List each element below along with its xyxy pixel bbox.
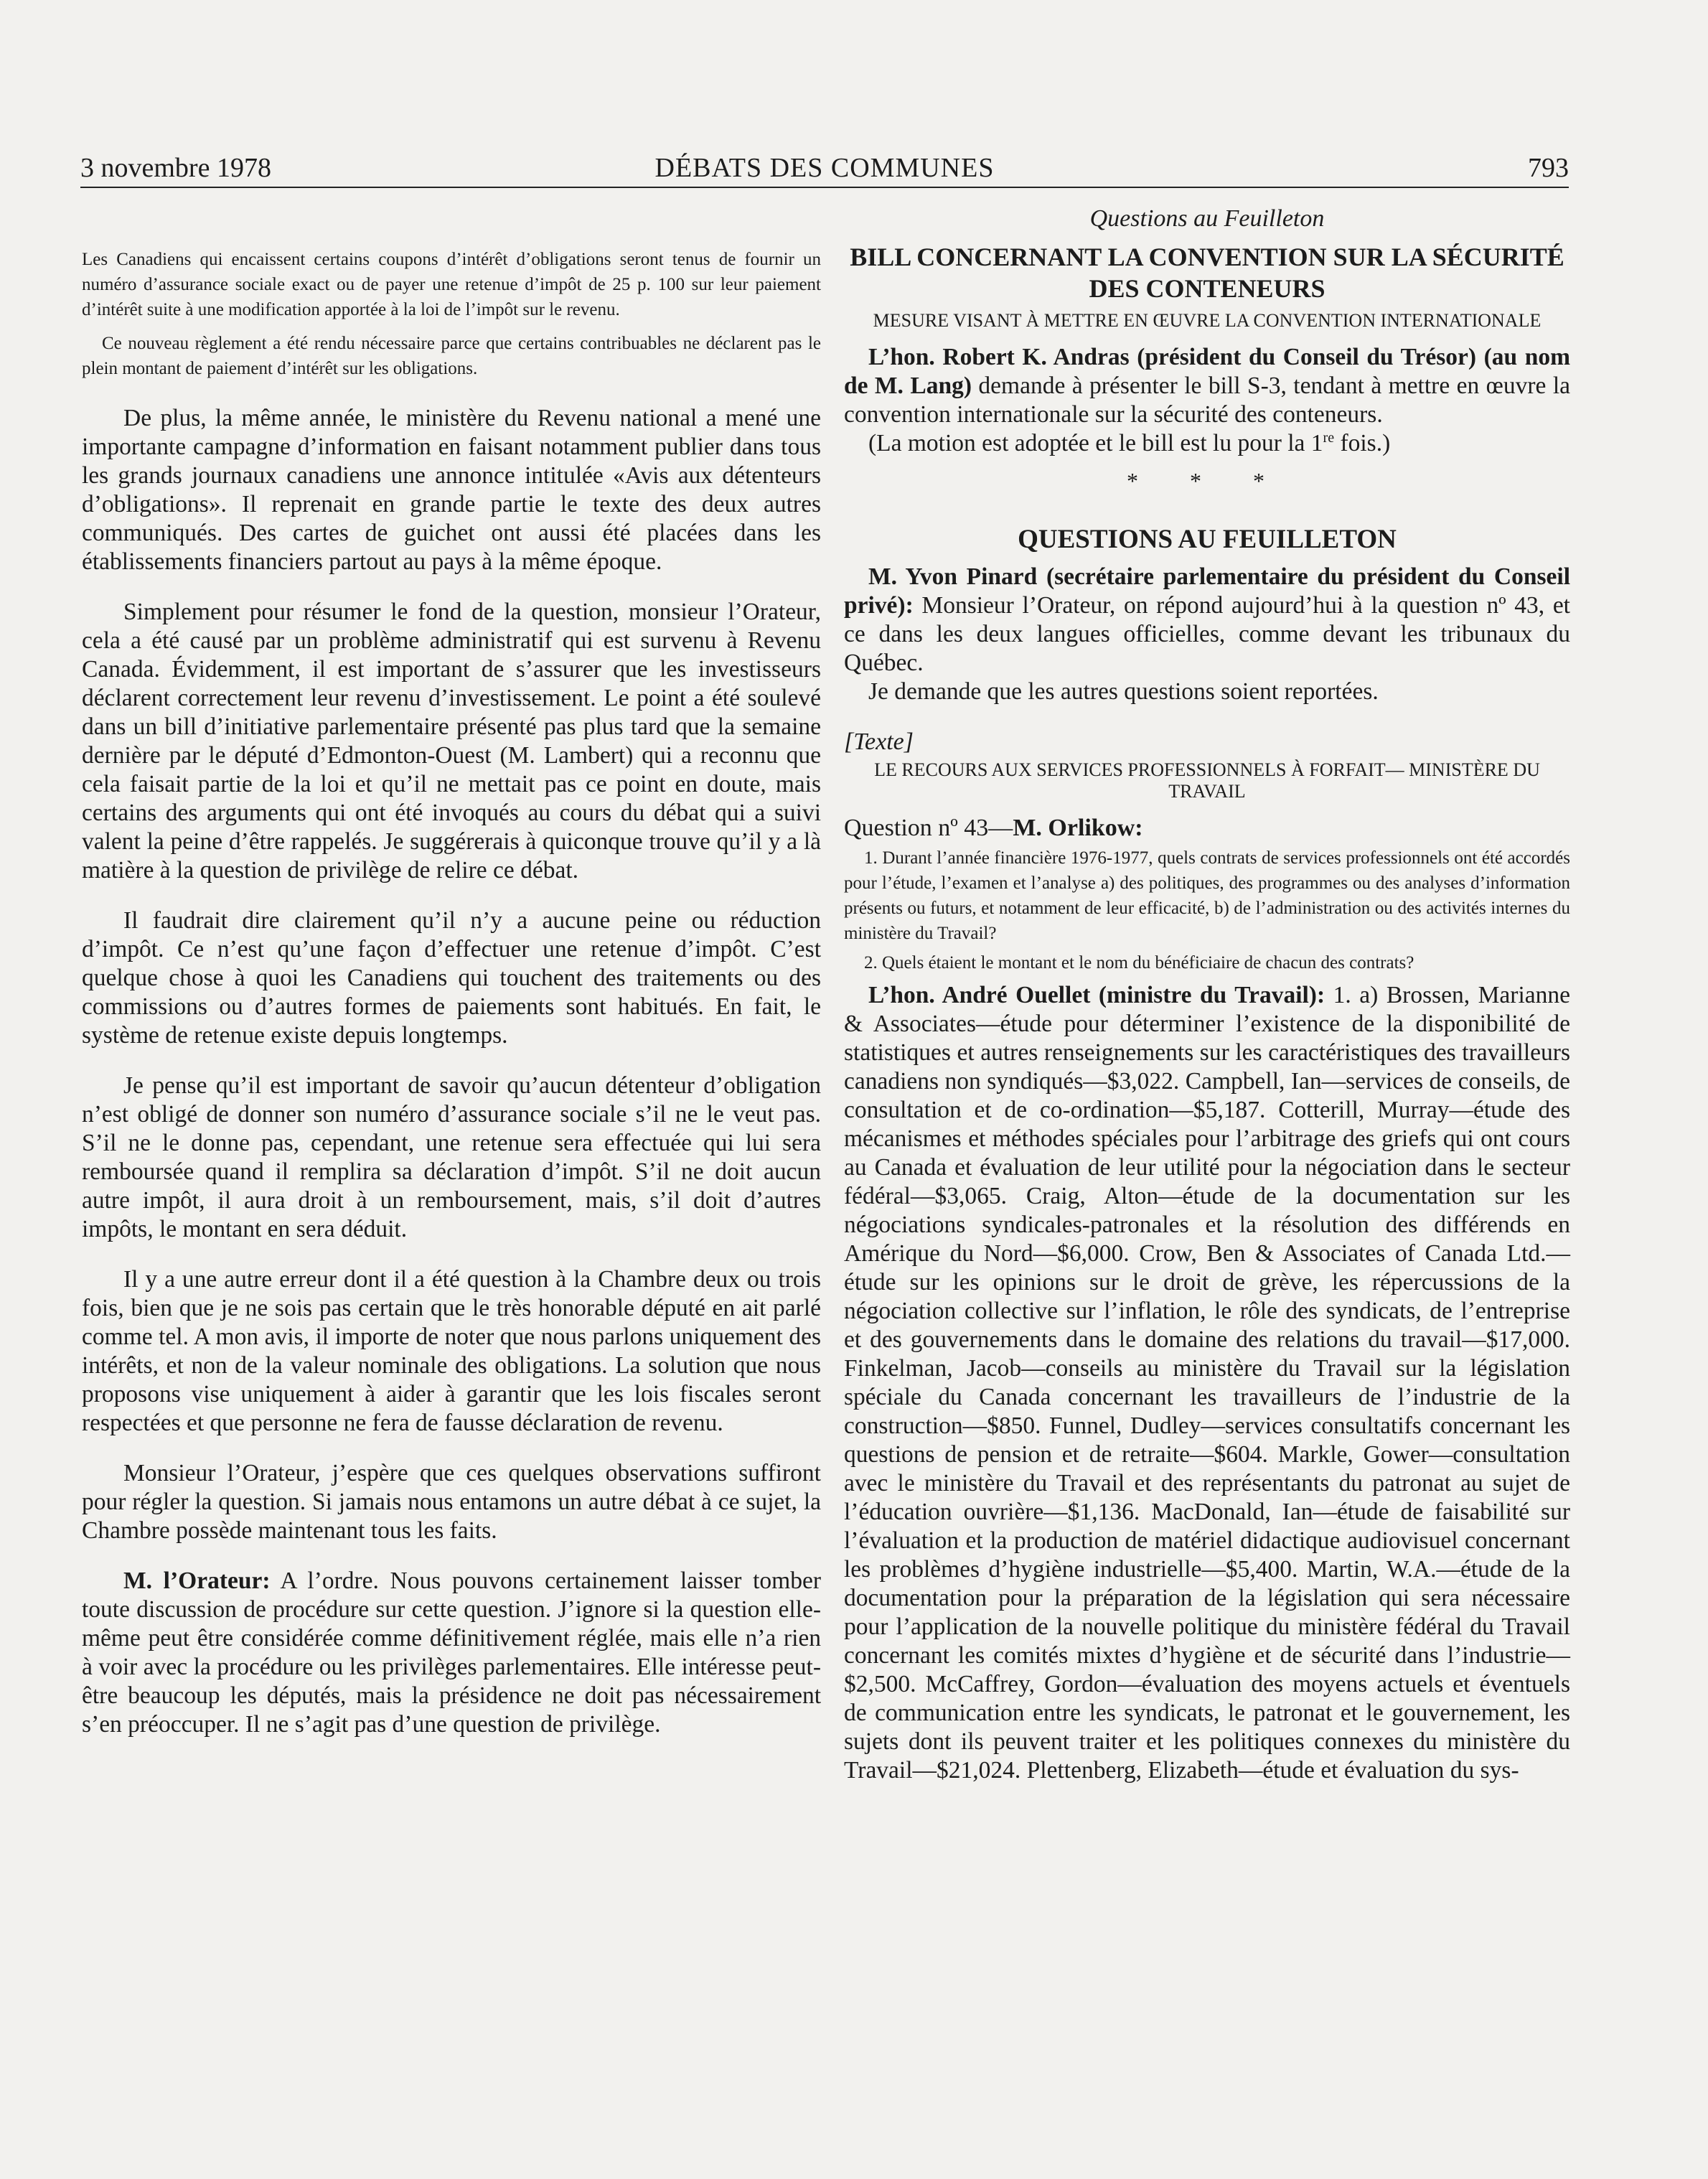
question-part-2: 2. Quels étaient le montant et le nom du bénéficiaire de chacun des contrats? — [864, 953, 1414, 973]
texte-label: [Texte] — [844, 728, 914, 755]
note-paragraph-1: Les Canadiens qui encaissent certains coupons d’intérêt d’obligations seront tenus de fournir un numéro d’assurance sociale exact ou de payer une retenue d’impôt de 25 p. 100 sur leur paiement d’intérêt suite à une modification apportée à la loi de l’impôt sur le revenu. — [82, 250, 821, 319]
body-paragraph-6: Monsieur l’Orateur, j’espère que ces quelques observations suffiront pour régler la question. Si jamais nous entamons un autre débat à ce sujet, la Chambre possède maintenant tous les faits. — [82, 1460, 821, 1544]
body-paragraph-2: Simplement pour résumer le fond de la question, monsieur l’Orateur, cela a été causé par un problème administratif qui est survenu à Revenu Canada. Évidemment, il est important de s’assurer que les investisseurs déclarent correctement leur revenu d’investissement. Le point a été soulevé dans un bill d’initiative parlementaire présenté pas plus tard que la semaine dernière par le député d’Edmonton-Ouest (M. Lambert) qui a reconnu que cela faisait partie de la loi et qu’il ne mettait pas ce point en doute, mais certains des arguments qui ont été invoqués au cours du débat qui a suivi valent la peine d’être rappelés. Je suggérerais à quiconque trouve qu’il y a là matière à la question de privilège de relire ce débat. — [82, 599, 821, 884]
andras-paragraph — [844, 343, 1570, 429]
question-prefix: Question nº 43— — [844, 815, 1013, 841]
page-header — [80, 149, 1569, 188]
motion-paragraph — [844, 429, 1570, 458]
ouellet-answer — [844, 981, 1570, 1785]
header-page-number: 793 — [1528, 153, 1569, 183]
body-paragraph-1: De plus, la même année, le ministère du Revenu national a mené une importante campagne d’information en faisant notamment publier dans tous les grands journaux canadiens une annonce intitulée «Avis aux détenteurs d’obligations». Il reprenait en grande partie le texte des deux autres communiqués. Des cartes de guichet ont aussi été placées dans les établissements financiers partout au pays à la même époque. — [82, 405, 821, 575]
speaker-ruling-paragraph — [82, 1567, 821, 1739]
question-part-1: 1. Durant l’année financière 1976-1977, quels contrats de services professionnels ont été accordés pour l’étude, l’examen et l’analyse a) des politiques, des programmes ou des analyses d’information présents ou futurs, et notamment de leur efficacité, b) de l’administration ou des activités internes du ministère du Travail? — [844, 848, 1570, 943]
pinard-speaker: M. Yvon Pinard (secrétaire parlementaire du président du Conseil privé): — [844, 563, 1570, 619]
body-paragraph-3: Il faudrait dire clairement qu’il n’y a aucune peine ou réduction d’impôt. Ce n’est qu’une façon d’effectuer une retenue d’impôt. C’est quelque chose à quoi les Canadiens qui touchent des traitements ou des commissions ou d’autres formes de paiements sont habitués. En fait, le système de retenue existe depuis longtemps. — [82, 907, 821, 1049]
header-title: DÉBATS DES COMMUNES — [654, 153, 995, 183]
right-column — [844, 201, 1570, 1785]
left-column — [82, 201, 821, 1739]
motion-end: fois.) — [1334, 430, 1391, 456]
speaker-ruling-text: A l’ordre. Nous pouvons certainement laisser tomber toute discussion de procédure sur cette question. J’ignore si la question elle-même peut être considérée comme définitivement réglée, mais elle n’a rien à voir avec la procédure ou les privilèges parlementaires. Elle intéresse peut-être beaucoup les députés, mais la présidence ne doit pas nécessairement s’en préoccuper. Il ne s’agit pas d’une question de privilège. — [82, 1568, 821, 1738]
andras-speaker: L’hon. Robert K. Andras (président du Conseil du Trésor) (au nom de M. Lang) — [844, 344, 1570, 399]
motion-text: (La motion est adoptée et le bill est lu pour la 1 — [868, 430, 1323, 456]
ouellet-text: 1. a) Brossen, Marianne & Associates—étude pour déterminer l’existence de la disponibilité de statistiques et autres renseignements sur les caractéristiques des travailleurs canadiens non syndiqués—$3,022. Campbell, Ian—services de conseils, de consultation et de co-ordination—$5,187. Cotterill, Murray—étude des mécanismes et méthodes spéciales pour l’arbitrage des griefs qui ont cours au Canada et évaluation de leur utilité pour la négociation dans le secteur fédéral—$3,065. Craig, Alton—étude de la documentation sur les négociations syndicales-patronales et la résolution des différends en Amérique du Nord—$6,000. Crow, Ben & Associates of Canada Ltd.—étude sur les opinions sur le droit de grève, les répercussions de la négociation collective sur l’inflation, le rôle des syndicats, de l’entreprise et des gouvernements dans le domaine des relations du travail—$17,000. Finkelman, Jacob—conseils au ministère du Travail sur la législation spéciale du Canada concernant les travailleurs de l’industrie de la construction—$850. Funnel, Dudley—services consultatifs concernant les questions de pension et de retraite—$604. Markle, Gower—consultation avec le ministère du Travail et des représentants du patronat au sujet de l’éducation ouvrière—$1,136. MacDonald, Ian—étude de faisabilité sur l’évaluation et la production de matériel didactique audiovisuel concernant les problèmes d’hygiène industrielle—$5,400. Martin, W.A.—étude de la documentation pour la préparation de la législation qui sera nécessaire pour l’application de la nouvelle politique du ministère fédéral du Travail concernant les comités mixtes d’hygiène et de sécurité dans l’industrie—$2,500. McCaffrey, Gordon—évaluation des moyens actuels et éventuels de communication entre les syndicats, le patronat et le gouvernement, les sujets dont ils peuvent traiter et les politiques connexes du ministère du Travail—$21,024. Plettenberg, Elizabeth—étude et évaluation du sys- — [844, 982, 1571, 1784]
pinard-paragraph — [844, 563, 1570, 678]
section-separator-stars: * * * — [1127, 468, 1287, 494]
section-heading: Questions au Feuilleton — [1089, 205, 1325, 232]
bill-subtitle: MESURE VISANT À METTRE EN ŒUVRE LA CONVENTION INTERNATIONALE — [873, 310, 1542, 331]
ouellet-speaker: L’hon. André Ouellet (ministre du Travail): — [868, 982, 1325, 1008]
note-paragraph-2: Ce nouveau règlement a été rendu nécessaire parce que certains contribuables ne déclarent pas le plein montant de paiement d’intérêt sur les obligations. — [82, 334, 821, 378]
pinard-paragraph-2: Je demande que les autres questions soient reportées. — [868, 678, 1379, 705]
bill-title: BILL CONCERNANT LA CONVENTION SUR LA SÉCURITÉ DES CONTENEURS — [850, 243, 1564, 303]
andras-text: demande à présenter le bill S-3, tendant à mettre en œuvre la convention internationale sur la sécurité des conteneurs. — [844, 372, 1570, 428]
speaker-name: M. l’Orateur: — [123, 1568, 271, 1594]
header-date: 3 novembre 1978 — [80, 153, 271, 183]
pinard-text: Monsieur l’Orateur, on répond aujourd’hui à la question nº 43, et ce dans les deux langues officielles, comme devant les tribunaux du Québec. — [844, 592, 1570, 676]
motion-superscript: re — [1323, 429, 1335, 446]
questions-title: QUESTIONS AU FEUILLETON — [1018, 525, 1397, 554]
body-paragraph-4: Je pense qu’il est important de savoir qu’aucun détenteur d’obligation n’est obligé de donner son numéro d’assurance sociale s’il ne le veut pas. S’il ne le donne pas, cependant, une retenue sera effectuée qui lui sera remboursée quand il remplira sa déclaration d’impôt. S’il ne doit aucun autre impôt, il aura droit à un remboursement, mais, s’il doit d’autres impôts, le montant en sera déduit. — [82, 1072, 821, 1242]
body-paragraph-5: Il y a une autre erreur dont il a été question à la Chambre deux ou trois fois, bien que je ne sois pas certain que le très honorable député en ait parlé comme tel. A mon avis, il importe de noter que nous parlons uniquement des intérêts, et non de la valeur nominale des obligations. La solution que nous proposons vise uniquement à aider à garantir que les lois fiscales seront respectées et que personne ne fera de fausse déclaration de revenu. — [82, 1266, 821, 1436]
question-heading — [844, 814, 1570, 843]
question-member: M. Orlikow: — [1013, 815, 1143, 841]
recours-title: LE RECOURS AUX SERVICES PROFESSIONNELS À FORFAIT— MINISTÈRE DU TRAVAIL — [874, 759, 1540, 802]
